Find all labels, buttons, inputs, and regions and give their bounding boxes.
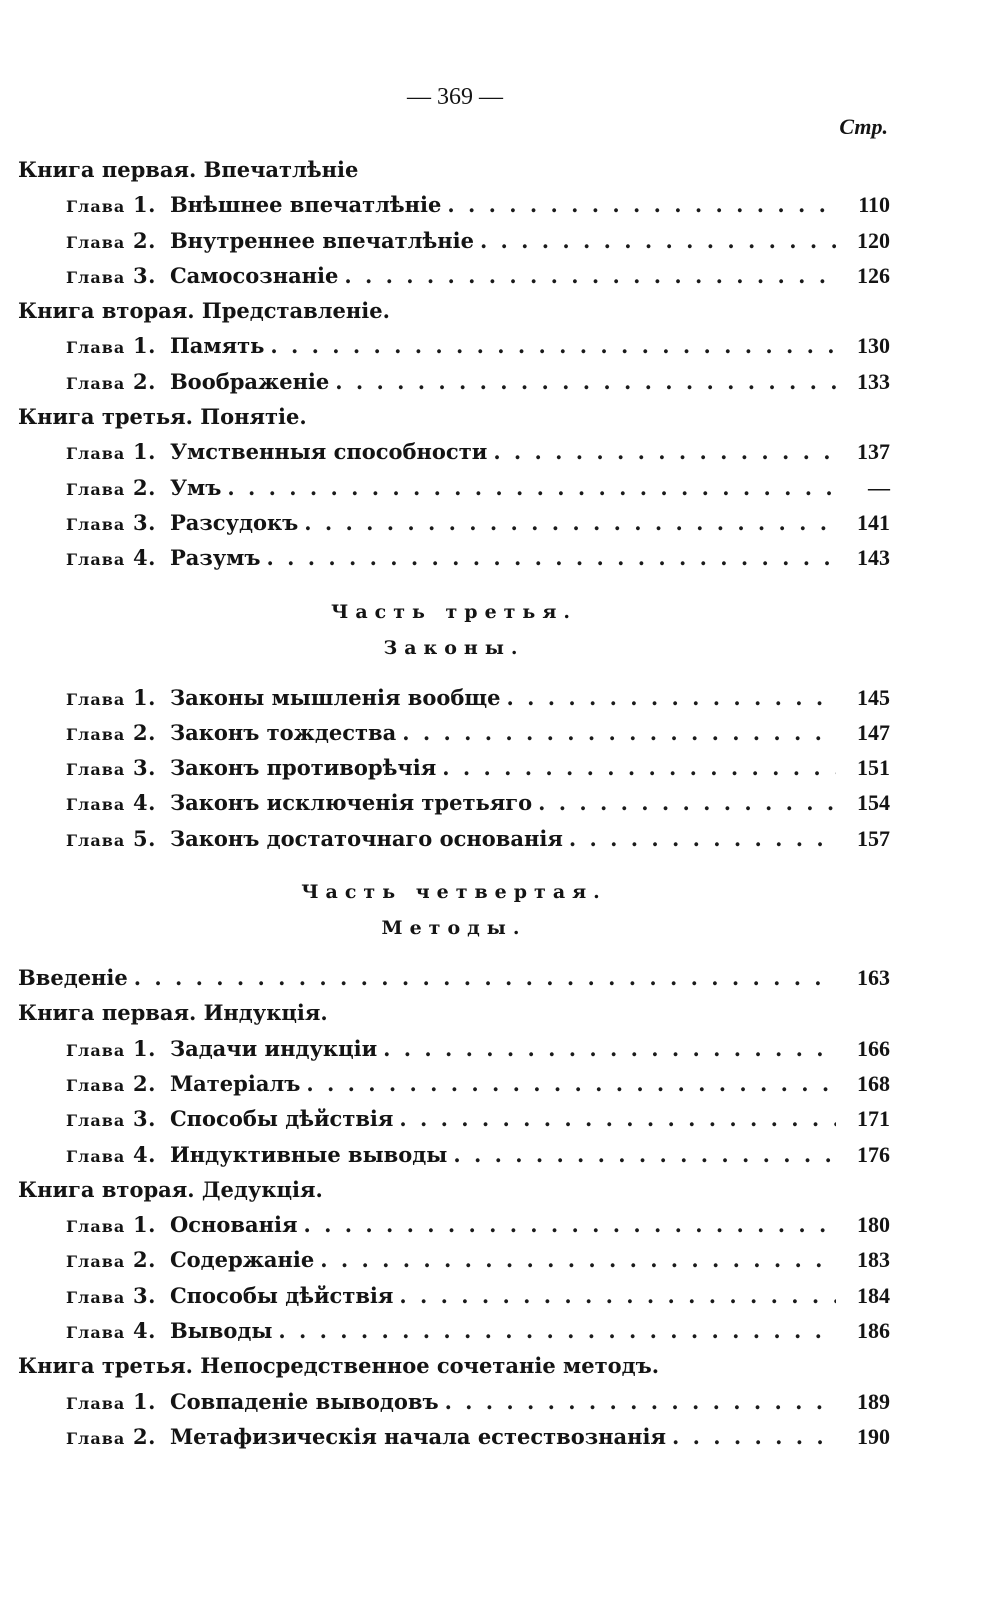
page-ref: 166 — [857, 1035, 890, 1061]
chapter-word: Глава — [66, 1217, 126, 1237]
chapter-num: 2. — [133, 227, 156, 253]
toc-entry — [18, 1419, 890, 1454]
chapter-title: Законъ тождества — [169, 719, 397, 745]
toc-entry — [18, 1101, 890, 1136]
page-number: — 369 — — [407, 84, 503, 110]
dot-leader — [344, 258, 836, 293]
chapter-word: Глава — [66, 689, 126, 709]
page-ref: 151 — [857, 755, 890, 781]
page-ref: 168 — [857, 1070, 890, 1096]
chapter-number — [66, 364, 156, 401]
chapter-number — [66, 1101, 156, 1138]
book-title: Книга третья. Понятіе. — [18, 404, 307, 430]
chapter-num: 3. — [133, 262, 156, 288]
chapter-word: Глава — [66, 1393, 126, 1413]
chapter-num: 4. — [133, 1318, 156, 1344]
chapter-number — [66, 328, 156, 365]
chapter-num: 1. — [133, 684, 156, 710]
toc-entry — [18, 1137, 890, 1172]
chapter-title: Законъ противорѣчія — [169, 755, 437, 781]
chapter-num: 2. — [133, 368, 156, 394]
chapter-title: Совпаденіе выводовъ — [169, 1388, 439, 1414]
toc-entry — [18, 258, 890, 293]
page-ref: — — [868, 474, 890, 500]
dot-leader — [447, 187, 836, 222]
dot-leader — [402, 715, 836, 750]
dot-leader — [538, 785, 836, 820]
chapter-num: 3. — [133, 1282, 156, 1308]
book-title: Книга вторая. Представленіе. — [18, 298, 390, 324]
chapter-num: 3. — [133, 509, 156, 535]
chapter-title: Разумъ — [169, 545, 261, 571]
page-ref: 183 — [857, 1247, 890, 1273]
page-ref: 133 — [857, 368, 890, 394]
toc-entry — [18, 715, 890, 750]
dot-leader — [399, 1101, 836, 1136]
dot-leader — [569, 821, 836, 856]
intro-title: Введеніе — [18, 965, 128, 991]
chapter-title: Законы мышленія вообще — [169, 684, 501, 710]
toc-entry — [18, 470, 890, 505]
toc-entry — [18, 1031, 890, 1066]
chapter-word: Глава — [66, 1075, 126, 1095]
chapter-word: Глава — [66, 550, 126, 570]
chapter-number — [66, 821, 156, 858]
dot-leader — [453, 1137, 836, 1172]
toc-entry — [18, 750, 890, 785]
chapter-num: 1. — [133, 333, 156, 359]
page-ref: 143 — [857, 545, 890, 571]
book-title: Книга третья. Непосредственное сочетаніе методъ. — [18, 1353, 660, 1379]
chapter-num: 1. — [133, 192, 156, 218]
chapter-number — [66, 785, 156, 822]
page-ref: 145 — [857, 684, 890, 710]
chapter-title: Самосознаніе — [169, 262, 339, 288]
chapter-num: 4. — [133, 790, 156, 816]
dot-leader — [383, 1031, 836, 1066]
chapter-title: Внѣшнее впечатлѣніе — [169, 192, 442, 218]
chapter-word: Глава — [66, 1428, 126, 1448]
chapter-word: Глава — [66, 197, 126, 217]
book-heading — [18, 152, 890, 187]
dot-leader — [335, 364, 836, 399]
chapter-num: 1. — [133, 439, 156, 465]
chapter-word: Глава — [66, 267, 126, 287]
chapter-num: 3. — [133, 1106, 156, 1132]
chapter-number — [66, 1207, 156, 1244]
page-ref: 110 — [858, 192, 890, 218]
chapter-word: Глава — [66, 1146, 126, 1166]
chapter-number — [66, 1384, 156, 1421]
chapter-number — [66, 540, 156, 577]
chapter-word: Глава — [66, 514, 126, 534]
toc-entry — [18, 1207, 890, 1242]
chapter-title: Задачи индукціи — [169, 1035, 378, 1061]
dot-leader — [480, 223, 836, 258]
page-ref: 171 — [857, 1106, 890, 1132]
part-subtitle: Методы. — [381, 917, 527, 940]
chapter-number — [66, 505, 156, 542]
toc-entry — [18, 1384, 890, 1419]
dot-leader — [445, 1384, 836, 1419]
chapter-number — [66, 470, 156, 507]
chapter-num: 2. — [133, 1070, 156, 1096]
dot-leader — [493, 434, 836, 469]
toc-entry — [18, 1242, 890, 1277]
chapter-number — [66, 1242, 156, 1279]
dot-leader — [507, 680, 837, 715]
toc-entry — [18, 434, 890, 469]
book-heading — [18, 293, 890, 328]
chapter-num: 2. — [133, 719, 156, 745]
chapter-num: 5. — [133, 825, 156, 851]
page-ref: 137 — [857, 439, 890, 465]
toc-entry — [18, 785, 890, 820]
chapter-word: Глава — [66, 373, 126, 393]
chapter-number — [66, 258, 156, 295]
chapter-word: Глава — [66, 795, 126, 815]
chapter-title: Память — [169, 333, 265, 359]
page-ref: 184 — [857, 1282, 890, 1308]
chapter-word: Глава — [66, 1111, 126, 1131]
toc-entry — [18, 960, 890, 995]
chapter-number — [66, 1137, 156, 1174]
chapter-title: Разсудокъ — [169, 509, 299, 535]
chapter-word: Глава — [66, 479, 126, 499]
chapter-word: Глава — [66, 338, 126, 358]
book-heading — [18, 1348, 890, 1383]
dot-leader — [320, 1242, 836, 1277]
dot-leader — [227, 470, 836, 505]
chapter-word: Глава — [66, 232, 126, 252]
toc-entry — [18, 540, 890, 575]
chapter-number — [66, 223, 156, 260]
page-ref: 154 — [857, 790, 890, 816]
dot-leader — [304, 505, 836, 540]
dot-leader — [278, 1313, 836, 1348]
page-ref: 186 — [857, 1318, 890, 1344]
chapter-num: 3. — [133, 755, 156, 781]
page-ref: 163 — [857, 965, 890, 991]
chapter-number — [66, 187, 156, 224]
chapter-number — [66, 750, 156, 787]
chapter-word: Глава — [66, 444, 126, 464]
table-of-contents — [18, 152, 890, 1454]
book-title: Книга первая. Индукція. — [18, 1000, 328, 1026]
part-title: Часть третья. — [331, 600, 577, 623]
chapter-num: 1. — [133, 1388, 156, 1414]
page-ref: 120 — [857, 227, 890, 253]
chapter-number — [66, 1278, 156, 1315]
dot-leader — [303, 1207, 836, 1242]
page-ref: 126 — [857, 262, 890, 288]
toc-entry — [18, 1278, 890, 1313]
part-subtitle: Законы. — [383, 636, 525, 659]
page-ref: 176 — [857, 1141, 890, 1167]
chapter-word: Глава — [66, 1252, 126, 1272]
page-ref: 130 — [857, 333, 890, 359]
book-title: Книга первая. Впечатлѣніе — [18, 157, 359, 182]
chapter-title: Законъ достаточнаго основанія — [169, 825, 563, 851]
chapter-title: Внутреннее впечатлѣніе — [169, 227, 474, 253]
toc-entry — [18, 364, 890, 399]
page-ref: 141 — [857, 509, 890, 535]
chapter-title: Воображеніе — [169, 368, 330, 394]
chapter-num: 2. — [133, 1423, 156, 1449]
chapter-title: Индуктивные выводы — [169, 1141, 448, 1167]
chapter-number — [66, 680, 156, 717]
chapter-number — [66, 715, 156, 752]
dot-leader — [306, 1066, 836, 1101]
chapter-word: Глава — [66, 724, 126, 744]
chapter-number — [66, 1313, 156, 1350]
page-ref: 147 — [857, 719, 890, 745]
chapter-num: 1. — [133, 1212, 156, 1238]
book-heading — [18, 1172, 890, 1207]
chapter-num: 4. — [133, 545, 156, 571]
page-ref: 157 — [857, 825, 890, 851]
chapter-title: Умственныя способности — [169, 439, 488, 465]
chapter-number — [66, 1419, 156, 1456]
toc-entry — [18, 680, 890, 715]
chapter-title: Законъ исключенія третьяго — [169, 790, 533, 816]
book-heading — [18, 995, 890, 1030]
toc-entry — [18, 187, 890, 222]
chapter-word: Глава — [66, 1040, 126, 1060]
chapter-number — [66, 1066, 156, 1103]
chapter-title: Метафизическія начала естествознанія — [169, 1423, 666, 1449]
chapter-title: Способы дѣйствія — [169, 1282, 394, 1308]
chapter-word: Глава — [66, 1287, 126, 1307]
chapter-title: Способы дѣйствія — [169, 1106, 394, 1132]
toc-entry — [18, 1066, 890, 1101]
page-ref: 180 — [857, 1212, 890, 1238]
book-title: Книга вторая. Дедукція. — [18, 1176, 323, 1202]
toc-entry — [18, 1313, 890, 1348]
part-title: Часть четвертая. — [301, 881, 607, 904]
chapter-title: Умъ — [169, 474, 222, 500]
dot-leader — [270, 328, 836, 363]
chapter-title: Выводы — [169, 1318, 273, 1344]
dot-leader — [134, 960, 836, 995]
chapter-title: Матеріалъ — [169, 1070, 301, 1096]
toc-entry — [18, 505, 890, 540]
chapter-num: 1. — [133, 1035, 156, 1061]
toc-entry — [18, 328, 890, 363]
chapter-num: 2. — [133, 1247, 156, 1273]
chapter-title: Содержаніе — [169, 1247, 315, 1273]
dot-leader — [267, 540, 836, 575]
dot-leader — [399, 1278, 836, 1313]
chapter-number — [66, 1031, 156, 1068]
dot-leader — [672, 1419, 836, 1454]
book-heading — [18, 399, 890, 434]
dot-leader — [442, 750, 836, 785]
toc-entry — [18, 223, 890, 258]
page-ref: 189 — [857, 1388, 890, 1414]
chapter-word: Глава — [66, 760, 126, 780]
page-column-label: Стр. — [839, 114, 888, 139]
chapter-number — [66, 434, 156, 471]
chapter-word: Глава — [66, 1323, 126, 1343]
toc-entry — [18, 821, 890, 856]
chapter-word: Глава — [66, 830, 126, 850]
chapter-num: 4. — [133, 1141, 156, 1167]
chapter-title: Основанія — [169, 1212, 298, 1238]
page-ref: 190 — [857, 1423, 890, 1449]
chapter-num: 2. — [133, 474, 156, 500]
